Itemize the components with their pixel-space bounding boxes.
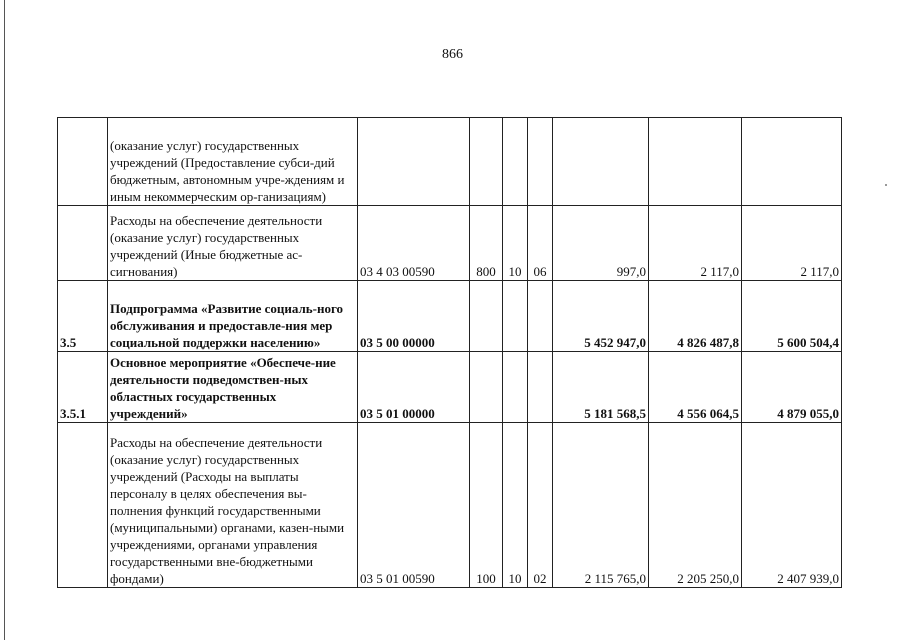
table-row [58, 281, 842, 352]
section [503, 281, 528, 352]
row-description: Расходы на обеспечение деятельности (оказание услуг) государственных учреждений (Иные бюджетные ас-сигнования) [108, 206, 358, 281]
table-row [58, 423, 842, 588]
row-description: Основное мероприятие «Обеспече-ние деятельности подведомствен-ных областных государственных учреждений» [108, 352, 358, 423]
amount-year1: 997,0 [553, 206, 649, 281]
row-number [58, 423, 108, 588]
subsection: 02 [528, 423, 553, 588]
target-code: 03 4 03 00590 [358, 206, 470, 281]
row-number [58, 206, 108, 281]
row-number: 3.5 [58, 281, 108, 352]
section: 10 [503, 206, 528, 281]
target-code [358, 118, 470, 206]
subsection [528, 352, 553, 423]
scan-mark [885, 184, 887, 186]
table-row [58, 352, 842, 423]
row-number [58, 118, 108, 206]
expense-type [470, 118, 503, 206]
expense-type: 100 [470, 423, 503, 588]
subsection [528, 118, 553, 206]
table-row [58, 206, 842, 281]
amount-year3: 4 879 055,0 [742, 352, 842, 423]
row-description: Расходы на обеспечение деятельности (оказание услуг) государственных учреждений (Расходы на выплаты персоналу в целях обеспечения вы-полнения функций государственными (муниципальными) органами, казен-ными учреждениями, органами управления государственными вне-бюджетными фондами) [108, 423, 358, 588]
amount-year3: 2 407 939,0 [742, 423, 842, 588]
subsection [528, 281, 553, 352]
budget-table [57, 117, 842, 588]
amount-year2: 2 117,0 [649, 206, 742, 281]
page-left-edge [4, 0, 5, 640]
table-row [58, 118, 842, 206]
target-code: 03 5 01 00000 [358, 352, 470, 423]
row-number: 3.5.1 [58, 352, 108, 423]
amount-year1: 2 115 765,0 [553, 423, 649, 588]
expense-type: 800 [470, 206, 503, 281]
section [503, 118, 528, 206]
expense-type [470, 281, 503, 352]
amount-year1 [553, 118, 649, 206]
target-code: 03 5 00 00000 [358, 281, 470, 352]
subsection: 06 [528, 206, 553, 281]
amount-year2: 4 556 064,5 [649, 352, 742, 423]
row-description: (оказание услуг) государственных учреждений (Предоставление субси-дий бюджетным, автономным учре-ждениям и иным некоммерческим ор-ганизациям) [108, 118, 358, 206]
amount-year1: 5 452 947,0 [553, 281, 649, 352]
amount-year3 [742, 118, 842, 206]
section [503, 352, 528, 423]
target-code: 03 5 01 00590 [358, 423, 470, 588]
amount-year2: 4 826 487,8 [649, 281, 742, 352]
row-description: Подпрограмма «Развитие социаль-ного обслуживания и предоставле-ния мер социальной поддержки населению» [108, 281, 358, 352]
page-number: 866 [442, 47, 463, 62]
amount-year3: 2 117,0 [742, 206, 842, 281]
amount-year2 [649, 118, 742, 206]
amount-year1: 5 181 568,5 [553, 352, 649, 423]
amount-year2: 2 205 250,0 [649, 423, 742, 588]
expense-type [470, 352, 503, 423]
amount-year3: 5 600 504,4 [742, 281, 842, 352]
section: 10 [503, 423, 528, 588]
